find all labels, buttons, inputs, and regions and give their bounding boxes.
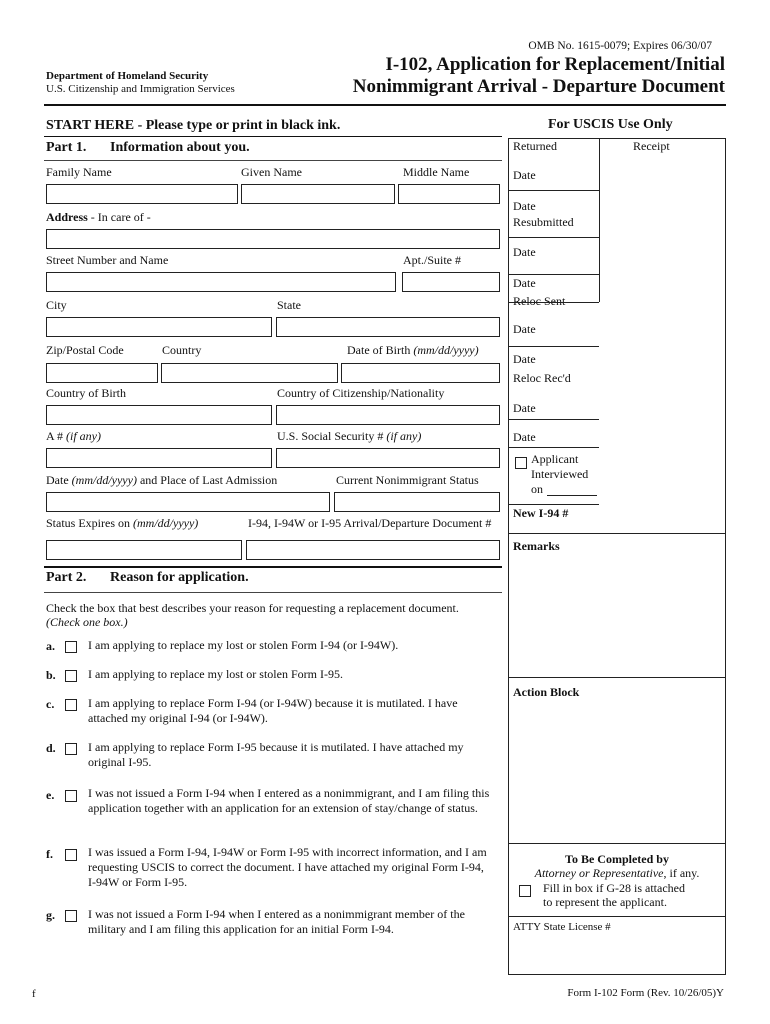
option-b-letter: b. bbox=[46, 668, 56, 682]
part1-rule bbox=[44, 160, 502, 161]
reloc-sent-cell bbox=[509, 275, 599, 303]
remarks-cell bbox=[509, 534, 725, 678]
status-expires-label bbox=[46, 516, 198, 531]
given-name-input[interactable] bbox=[241, 184, 395, 204]
a-number-label bbox=[46, 429, 101, 444]
country-birth-label: Country of Birth bbox=[46, 386, 126, 400]
applicant-label: Applicant bbox=[531, 452, 579, 466]
zip-label: Zip/Postal Code bbox=[46, 343, 124, 357]
interviewed-on-label: on bbox=[531, 482, 543, 496]
uscis-divider bbox=[599, 139, 600, 302]
country-citizenship-input[interactable] bbox=[276, 405, 500, 425]
option-f-checkbox[interactable] bbox=[65, 849, 77, 861]
returned-label: Returned bbox=[513, 139, 557, 153]
option-g-checkbox[interactable] bbox=[65, 910, 77, 922]
action-block-cell bbox=[509, 678, 725, 844]
last-admission-input[interactable] bbox=[46, 492, 330, 512]
form-title-line1: I-102, Application for Replacement/Initial bbox=[385, 54, 725, 75]
new-i94-cell bbox=[509, 505, 725, 534]
start-rule bbox=[44, 136, 502, 137]
reloc-sent-label: Reloc Sent bbox=[513, 294, 566, 308]
family-name-label: Family Name bbox=[46, 165, 112, 179]
dob-input[interactable] bbox=[341, 363, 500, 383]
atty-license-label: ATTY State License # bbox=[513, 921, 611, 933]
interviewed-label: Interviewed bbox=[531, 467, 589, 481]
street-input[interactable] bbox=[46, 272, 396, 292]
part2-heading bbox=[46, 570, 249, 586]
ssn-note: (if any) bbox=[386, 429, 422, 443]
option-d-letter: d. bbox=[46, 741, 56, 755]
option-g-letter: g. bbox=[46, 908, 55, 922]
uscis-use-panel bbox=[508, 138, 726, 975]
form-title-line2: Nonimmigrant Arrival - Departure Document bbox=[352, 76, 725, 97]
country-label: Country bbox=[162, 343, 202, 357]
reloc-sent-date-label: Date bbox=[513, 276, 536, 290]
final-date-label: Date bbox=[513, 430, 536, 444]
final-date-cell bbox=[509, 420, 599, 448]
option-g-text: I was not issued a Form I-94 when I entered as a nonimmigrant member of the military and I am filing this application for an initial Form I-94. bbox=[88, 907, 465, 936]
option-b-text: I am applying to replace my lost or stolen Form I-95. bbox=[88, 667, 343, 681]
option-f-text: I was issued a Form I-94, I-94W or Form I-95 with incorrect information, and I am requesting USCIS to correct the document. I have attached my original Form I-94, I-94W or Form I-95. bbox=[88, 845, 487, 889]
ssn-text: U.S. Social Security # bbox=[277, 429, 387, 443]
option-a-checkbox[interactable] bbox=[65, 641, 77, 653]
zip-input[interactable] bbox=[46, 363, 158, 383]
middle-name-input[interactable] bbox=[398, 184, 500, 204]
option-e-checkbox[interactable] bbox=[65, 790, 77, 802]
applicant-cell bbox=[509, 448, 599, 505]
header-rule bbox=[44, 104, 726, 106]
current-status-input[interactable] bbox=[334, 492, 500, 512]
address-label bbox=[46, 210, 151, 225]
in-care-of-input[interactable] bbox=[46, 229, 500, 249]
g28-line1: Fill in box if G-28 is attached bbox=[543, 881, 685, 895]
option-a-text: I am applying to replace my lost or stolen Form I-94 (or I-94W). bbox=[88, 638, 399, 652]
apt-input[interactable] bbox=[402, 272, 500, 292]
in-care-of-label: - In care of - bbox=[87, 210, 151, 224]
option-f-letter: f. bbox=[46, 847, 53, 861]
option-b-checkbox[interactable] bbox=[65, 670, 77, 682]
option-d-text: I am applying to replace Form I-95 because it is mutilated. I have attached my original I-95. bbox=[88, 740, 464, 769]
last-admission-label bbox=[46, 473, 277, 488]
reloc-recd-date2-label: Date bbox=[513, 401, 536, 415]
i94-doc-input[interactable] bbox=[246, 540, 500, 560]
attorney-label: Attorney or Representative bbox=[534, 866, 664, 880]
a-number-text: A # bbox=[46, 429, 67, 443]
if-any-label: , if any. bbox=[663, 866, 700, 880]
status-expires-format: (mm/dd/yyyy) bbox=[133, 516, 199, 530]
reloc-recd-label: Reloc Rec'd bbox=[513, 371, 571, 385]
resubmitted-date2-label: Date bbox=[513, 245, 536, 259]
reloc-sent-date2-label: Date bbox=[513, 322, 536, 336]
department-name: Department of Homeland Security bbox=[46, 70, 209, 82]
option-d-checkbox[interactable] bbox=[65, 743, 77, 755]
current-status-label: Current Nonimmigrant Status bbox=[336, 473, 479, 487]
attorney-cell bbox=[509, 844, 725, 917]
city-input[interactable] bbox=[46, 317, 272, 337]
start-here-instruction: START HERE - Please type or print in black ink. bbox=[46, 118, 341, 133]
option-c-checkbox[interactable] bbox=[65, 699, 77, 711]
family-name-input[interactable] bbox=[46, 184, 238, 204]
country-input[interactable] bbox=[161, 363, 338, 383]
last-admission-date: Date bbox=[46, 473, 72, 487]
middle-name-label: Middle Name bbox=[403, 165, 470, 179]
part1-heading bbox=[46, 140, 250, 156]
dob-label-text: Date of Birth bbox=[347, 343, 414, 357]
part2-rule bbox=[44, 592, 502, 593]
reloc-sent-date-cell bbox=[509, 303, 599, 347]
part2-instruction-note bbox=[46, 615, 128, 630]
part2-top-rule bbox=[44, 566, 502, 568]
resubmitted-date-label: Date bbox=[513, 199, 536, 213]
footer-left-mark: f bbox=[32, 988, 36, 1000]
country-birth-input[interactable] bbox=[46, 405, 272, 425]
form-revision: Form I-102 Form (Rev. 10/26/05)Y bbox=[567, 987, 724, 999]
option-e-text: I was not issued a Form I-94 when I entered as a nonimmigrant, and I am filing this application together with an application for an extension of stay/change of status. bbox=[88, 786, 490, 815]
status-expires-input[interactable] bbox=[46, 540, 242, 560]
city-label: City bbox=[46, 298, 67, 312]
street-label: Street Number and Name bbox=[46, 253, 169, 267]
date-cell bbox=[509, 238, 599, 275]
part2-number: Part 2. bbox=[46, 570, 87, 585]
option-a-letter: a. bbox=[46, 639, 55, 653]
given-name-label: Given Name bbox=[241, 165, 302, 179]
reloc-recd-date-label: Date bbox=[513, 352, 536, 366]
resubmitted-label: Resubmitted bbox=[513, 215, 574, 229]
address-label-bold: Address bbox=[46, 210, 88, 224]
returned-date-label: Date bbox=[513, 168, 536, 182]
returned-cell bbox=[509, 139, 599, 191]
omb-number: OMB No. 1615-0079; Expires 06/30/07 bbox=[528, 40, 712, 52]
remarks-label: Remarks bbox=[513, 539, 560, 553]
uscis-use-heading: For USCIS Use Only bbox=[548, 117, 673, 132]
g28-line2: to represent the applicant. bbox=[543, 895, 667, 909]
part2-instruction: Check the box that best describes your reason for requesting a replacement document. bbox=[46, 601, 459, 615]
option-e-letter: e. bbox=[46, 788, 55, 802]
part2-title: Reason for application. bbox=[110, 570, 249, 585]
country-citizenship-label: Country of Citizenship/Nationality bbox=[277, 386, 445, 400]
agency-name: U.S. Citizenship and Immigration Services bbox=[46, 83, 235, 95]
option-c-text: I am applying to replace Form I-94 (or I-94W) because it is mutilated. I have attached my original I-94 (or I-94W). bbox=[88, 696, 458, 725]
state-input[interactable] bbox=[276, 317, 500, 337]
i94-doc-label: I-94, I-94W or I-95 Arrival/Departure Document # bbox=[248, 516, 492, 530]
status-expires-text: Status Expires on bbox=[46, 516, 133, 530]
reloc-recd-cell bbox=[509, 347, 599, 420]
ssn-label bbox=[277, 429, 421, 444]
part1-title: Information about you. bbox=[110, 140, 250, 155]
part1-number: Part 1. bbox=[46, 140, 87, 155]
apt-label: Apt./Suite # bbox=[403, 253, 462, 267]
a-number-input[interactable] bbox=[46, 448, 272, 468]
check-one-note: (Check one box.) bbox=[46, 615, 128, 629]
new-i94-label: New I-94 # bbox=[513, 506, 569, 520]
dob-label bbox=[347, 343, 479, 358]
state-label: State bbox=[277, 298, 301, 312]
resubmitted-cell bbox=[509, 191, 599, 238]
option-c-letter: c. bbox=[46, 697, 55, 711]
last-admission-format: (mm/dd/yyyy) bbox=[71, 473, 137, 487]
action-block-label: Action Block bbox=[513, 685, 580, 699]
ssn-input[interactable] bbox=[276, 448, 500, 468]
dob-format: (mm/dd/yyyy) bbox=[413, 343, 479, 357]
a-number-note: (if any) bbox=[66, 429, 102, 443]
to-be-completed-label: To Be Completed by bbox=[565, 852, 669, 866]
last-admission-place: and Place of Last Admission bbox=[136, 473, 278, 487]
receipt-label: Receipt bbox=[633, 139, 670, 153]
